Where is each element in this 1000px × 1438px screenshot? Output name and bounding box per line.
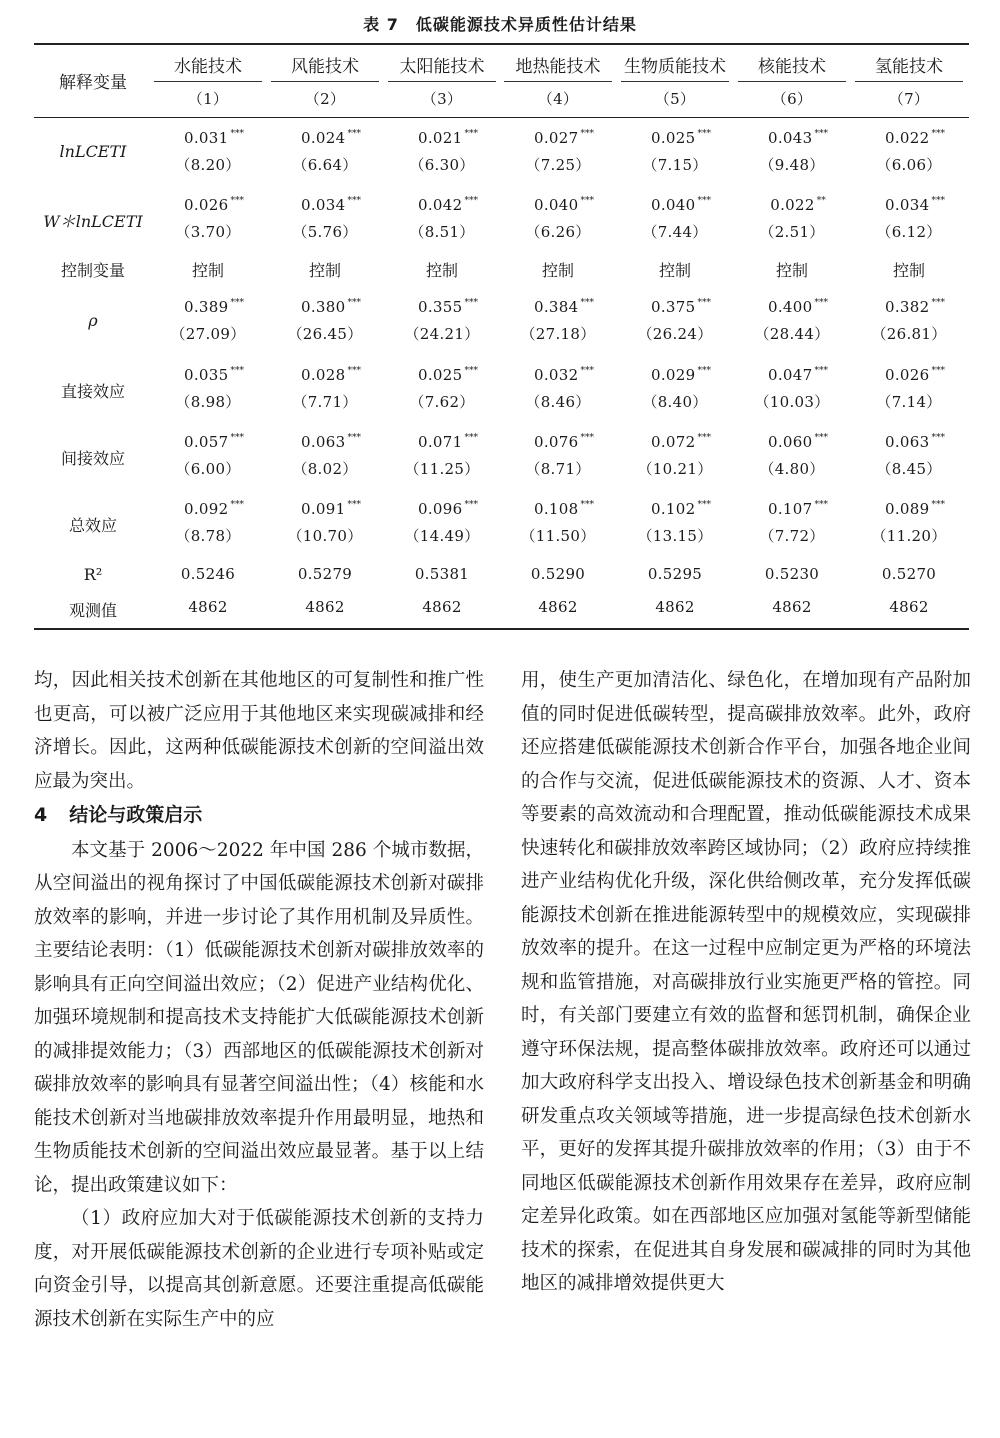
- significance-stars: ***: [347, 366, 361, 376]
- coefficient-value: 0.057: [184, 433, 229, 451]
- significance-stars: ***: [230, 366, 244, 376]
- coefficient-cell: [158, 129, 270, 147]
- table-header-rule: [34, 117, 969, 118]
- coefficient-value: 0.028: [301, 366, 346, 384]
- coefficient-cell: [392, 129, 504, 147]
- significance-stars: ***: [814, 298, 828, 308]
- t-statistic-cell: （3.70）: [175, 223, 241, 241]
- t-statistic-cell: （14.49）: [404, 527, 480, 545]
- table-cell: 控制: [658, 261, 691, 280]
- coefficient-value: 0.022: [885, 129, 930, 147]
- coefficient-value: 0.029: [651, 366, 696, 384]
- coefficient-cell: [392, 298, 504, 316]
- coefficient-value: 0.034: [301, 196, 346, 214]
- column-header: 生物质能技术: [624, 57, 726, 77]
- coefficient-value: 0.091: [301, 500, 346, 518]
- coefficient-value: 0.047: [768, 366, 813, 384]
- coefficient-cell: [742, 500, 854, 518]
- significance-stars: ***: [230, 196, 244, 206]
- significance-stars: ***: [814, 129, 828, 139]
- t-statistic-cell: （8.40）: [642, 393, 708, 411]
- coefficient-value: 0.063: [301, 433, 346, 451]
- t-statistic-cell: （6.00）: [175, 460, 241, 478]
- column-header-rule: [154, 81, 262, 82]
- t-statistic-cell: （7.72）: [759, 527, 825, 545]
- coefficient-cell: [625, 500, 737, 518]
- column-header: 地热能技术: [515, 57, 601, 77]
- significance-stars: ***: [931, 196, 945, 206]
- significance-stars: ***: [697, 433, 711, 443]
- coefficient-cell: [508, 129, 620, 147]
- significance-stars: ***: [580, 298, 594, 308]
- coefficient-value: 0.031: [184, 129, 229, 147]
- t-statistic-cell: （6.64）: [292, 156, 358, 174]
- variable-header: 解释变量: [59, 73, 127, 93]
- column-header: 太阳能技术: [399, 57, 485, 77]
- t-statistic-cell: （8.78）: [175, 527, 241, 545]
- table-bottom-rule: [34, 628, 969, 630]
- coefficient-cell: [392, 433, 504, 451]
- t-statistic-cell: （10.70）: [287, 527, 363, 545]
- column-header: 氢能技术: [875, 57, 943, 77]
- coefficient-cell: [275, 366, 387, 384]
- coefficient-value: 0.072: [651, 433, 696, 451]
- column-header: 水能技术: [174, 57, 242, 77]
- t-statistic-cell: （6.26）: [525, 223, 591, 241]
- column-header-rule: [855, 81, 963, 82]
- coefficient-value: 0.076: [534, 433, 579, 451]
- significance-stars: ***: [464, 433, 478, 443]
- t-statistic-cell: （8.45）: [876, 460, 942, 478]
- significance-stars: ***: [580, 500, 594, 510]
- coefficient-cell: [742, 129, 854, 147]
- coefficient-cell: [508, 298, 620, 316]
- t-statistic-cell: （4.80）: [759, 460, 825, 478]
- coefficient-value: 0.021: [418, 129, 463, 147]
- coefficient-value: 0.389: [184, 298, 229, 316]
- coefficient-value: 0.022: [770, 196, 815, 214]
- significance-stars: ***: [347, 500, 361, 510]
- left-paragraph-3: （1）政府应加大对于低碳能源技术创新的支持力度，对开展低碳能源技术创新的企业进行专项补贴或定向资金引导，以提高其创新意愿。还要注重提高低碳能源技术创新在实际生产中的应: [34, 1208, 484, 1330]
- table-cell: 控制: [308, 261, 341, 280]
- coefficient-cell: [742, 196, 854, 214]
- significance-stars: ***: [697, 500, 711, 510]
- row-label: 直接效应: [60, 382, 125, 401]
- t-statistic-cell: （11.50）: [520, 527, 596, 545]
- t-statistic-cell: （6.06）: [876, 156, 942, 174]
- coefficient-value: 0.382: [885, 298, 930, 316]
- table-cell: 4862: [538, 598, 578, 616]
- significance-stars: ***: [697, 129, 711, 139]
- coefficient-cell: [392, 196, 504, 214]
- t-statistic-cell: （13.15）: [637, 527, 713, 545]
- coefficient-value: 0.024: [301, 129, 346, 147]
- significance-stars: ***: [230, 129, 244, 139]
- significance-stars: ***: [814, 500, 828, 510]
- t-statistic-cell: （6.30）: [409, 156, 475, 174]
- section-number: 4: [34, 804, 48, 826]
- t-statistic-cell: （27.09）: [170, 325, 246, 343]
- t-statistic-cell: （7.44）: [642, 223, 708, 241]
- column-header: 风能技术: [291, 57, 359, 77]
- coefficient-value: 0.025: [651, 129, 696, 147]
- table-cell: 0.5295: [647, 565, 703, 583]
- table-cell: 4862: [422, 598, 462, 616]
- coefficient-cell: [625, 366, 737, 384]
- t-statistic-cell: （8.20）: [175, 156, 241, 174]
- t-statistic-cell: （8.46）: [525, 393, 591, 411]
- significance-stars: ***: [931, 433, 945, 443]
- significance-stars: ***: [931, 129, 945, 139]
- coefficient-value: 0.026: [184, 196, 229, 214]
- coefficient-cell: [625, 129, 737, 147]
- row-label: lnLCETI: [59, 142, 127, 161]
- coefficient-value: 0.102: [651, 500, 696, 518]
- t-statistic-cell: （11.25）: [404, 460, 480, 478]
- table-cell: 控制: [425, 261, 458, 280]
- significance-stars: ***: [464, 298, 478, 308]
- coefficient-cell: [859, 196, 971, 214]
- coefficient-value: 0.043: [768, 129, 813, 147]
- coefficient-value: 0.063: [885, 433, 930, 451]
- t-statistic-cell: （24.21）: [404, 325, 480, 343]
- t-statistic-cell: （7.62）: [409, 393, 475, 411]
- right-column: [521, 664, 971, 1301]
- coefficient-value: 0.040: [534, 196, 579, 214]
- significance-stars: ***: [814, 433, 828, 443]
- coefficient-cell: [275, 500, 387, 518]
- significance-stars: ***: [230, 298, 244, 308]
- coefficient-cell: [508, 196, 620, 214]
- table-top-rule: [34, 43, 969, 45]
- table-cell: 0.5246: [180, 565, 236, 583]
- coefficient-cell: [508, 366, 620, 384]
- table-cell: 4862: [655, 598, 695, 616]
- column-index: （3）: [421, 90, 463, 108]
- coefficient-value: 0.026: [885, 366, 930, 384]
- coefficient-value: 0.096: [418, 500, 463, 518]
- coefficient-value: 0.060: [768, 433, 813, 451]
- coefficient-value: 0.027: [534, 129, 579, 147]
- coefficient-cell: [742, 298, 854, 316]
- table-cell: 控制: [191, 261, 224, 280]
- coefficient-value: 0.384: [534, 298, 579, 316]
- coefficient-cell: [859, 298, 971, 316]
- coefficient-value: 0.034: [885, 196, 930, 214]
- t-statistic-cell: （28.44）: [754, 325, 830, 343]
- coefficient-value: 0.089: [885, 500, 930, 518]
- significance-stars: ***: [580, 196, 594, 206]
- significance-stars: ***: [347, 196, 361, 206]
- table-cell: 控制: [541, 261, 574, 280]
- t-statistic-cell: （9.48）: [759, 156, 825, 174]
- t-statistic-cell: （26.45）: [287, 325, 363, 343]
- coefficient-value: 0.355: [418, 298, 463, 316]
- t-statistic-cell: （7.71）: [292, 393, 358, 411]
- significance-stars: ***: [580, 366, 594, 376]
- table-cell: 4862: [772, 598, 812, 616]
- table-title: 表 7 低碳能源技术异质性估计结果: [363, 15, 637, 34]
- left-paragraph-2: 本文基于 2006～2022 年中国 286 个城市数据，从空间溢出的视角探讨了中国低碳能源技术创新对碳排放效率的影响，并进一步讨论了其作用机制及异质性。主要结论表明：（1）低碳能源技术创新对碳排放效率的影响具有正向空间溢出效应；（2）促进产业结构优化、加强环境规制和提高技术支持能扩大低碳能源技术创新的减排提效能力；（3）西部地区的低碳能源技术创新对碳排放效率的影响具有显著空间溢出性；（4）核能和水能技术创新对当地碳排放效率提升作用最明显，地热和生物质能技术创新的空间溢出效应最显著。基于以上结论，提出政策建议如下：: [34, 839, 484, 1196]
- significance-stars: ***: [697, 298, 711, 308]
- t-statistic-cell: （26.24）: [637, 325, 713, 343]
- coefficient-cell: [625, 196, 737, 214]
- coefficient-value: 0.380: [301, 298, 346, 316]
- coefficient-value: 0.108: [534, 500, 579, 518]
- significance-stars: ***: [347, 433, 361, 443]
- coefficient-value: 0.040: [651, 196, 696, 214]
- t-statistic-cell: （8.98）: [175, 393, 241, 411]
- t-statistic-cell: （6.12）: [876, 223, 942, 241]
- row-label: ρ: [88, 311, 98, 330]
- coefficient-value: 0.032: [534, 366, 579, 384]
- coefficient-cell: [859, 500, 971, 518]
- coefficient-value: 0.071: [418, 433, 463, 451]
- significance-stars: **: [816, 196, 826, 206]
- coefficient-cell: [275, 298, 387, 316]
- column-header: 核能技术: [758, 57, 826, 77]
- significance-stars: ***: [464, 196, 478, 206]
- coefficient-cell: [625, 298, 737, 316]
- coefficient-value: 0.375: [651, 298, 696, 316]
- significance-stars: ***: [464, 366, 478, 376]
- row-label: R²: [83, 565, 103, 584]
- t-statistic-cell: （2.51）: [759, 223, 825, 241]
- significance-stars: ***: [230, 433, 244, 443]
- significance-stars: ***: [931, 298, 945, 308]
- coefficient-cell: [742, 366, 854, 384]
- significance-stars: ***: [464, 500, 478, 510]
- column-index: （4）: [537, 90, 579, 108]
- row-label: W＊lnLCETI: [43, 212, 143, 231]
- coefficient-cell: [859, 129, 971, 147]
- table-cell: 4862: [188, 598, 228, 616]
- table-cell: 0.5381: [414, 565, 470, 583]
- column-header-rule: [738, 81, 846, 82]
- coefficient-cell: [859, 433, 971, 451]
- coefficient-cell: [275, 129, 387, 147]
- column-header-rule: [271, 81, 379, 82]
- coefficient-cell: [508, 500, 620, 518]
- coefficient-cell: [158, 196, 270, 214]
- column-header-rule: [388, 81, 496, 82]
- significance-stars: ***: [931, 366, 945, 376]
- coefficient-cell: [158, 500, 270, 518]
- significance-stars: ***: [347, 129, 361, 139]
- table-cell: 0.5279: [297, 565, 353, 583]
- table-cell: 0.5270: [881, 565, 937, 583]
- significance-stars: ***: [814, 366, 828, 376]
- t-statistic-cell: （8.51）: [409, 223, 475, 241]
- column-index: （5）: [654, 90, 696, 108]
- t-statistic-cell: （8.71）: [525, 460, 591, 478]
- column-index: （1）: [187, 90, 229, 108]
- coefficient-value: 0.025: [418, 366, 463, 384]
- coefficient-value: 0.042: [418, 196, 463, 214]
- table-cell: 0.5230: [764, 565, 820, 583]
- table-cell: 4862: [889, 598, 929, 616]
- t-statistic-cell: （11.20）: [871, 527, 947, 545]
- significance-stars: ***: [580, 129, 594, 139]
- t-statistic-cell: （26.81）: [871, 325, 947, 343]
- column-header-rule: [621, 81, 729, 82]
- table-cell: 控制: [892, 261, 925, 280]
- coefficient-value: 0.092: [184, 500, 229, 518]
- t-statistic-cell: （10.03）: [754, 393, 830, 411]
- table-cell: 控制: [775, 261, 808, 280]
- t-statistic-cell: （7.25）: [525, 156, 591, 174]
- t-statistic-cell: （7.14）: [876, 393, 942, 411]
- t-statistic-cell: （7.15）: [642, 156, 708, 174]
- section-title: 结论与政策启示: [69, 804, 203, 826]
- right-paragraph-1: 用，使生产更加清洁化、绿色化，在增加现有产品附加值的同时促进低碳转型，提高碳排放效率。此外，政府还应搭建低碳能源技术创新合作平台，加强各地企业间的合作与交流，促进低碳能源技术的资源、人才、资本等要素的高效流动和合理配置，推动低碳能源技术成果快速转化和碳排放效率跨区域协同；（2）政府应持续推进产业结构优化升级，深化供给侧改革，充分发挥低碳能源技术创新在推进能源转型中的规模效应，实现碳排放效率的提升。在这一过程中应制定更为严格的环境法规和监管措施，对高碳排放行业实施更严格的管控。同时，有关部门要建立有效的监督和惩罚机制，确保企业遵守环保法规，提高整体碳排放效率。政府还可以通过加大政府科学支出投入、增设绿色技术创新基金和明确研发重点攻关领域等措施，进一步提高绿色技术创新水平，更好的发挥其提升碳排放效率的作用；（3）由于不同地区低碳能源技术创新作用效果存在差异，政府应制定差异化政策。如在西部地区应加强对氢能等新型储能技术的探索，在促进其自身发展和碳减排的同时为其他地区的减排增效提供更大: [521, 670, 971, 1294]
- left-column: [34, 664, 484, 1336]
- row-label: 总效应: [68, 516, 117, 535]
- significance-stars: ***: [931, 500, 945, 510]
- row-label: 控制变量: [60, 261, 125, 280]
- coefficient-cell: [158, 298, 270, 316]
- column-index: （7）: [888, 90, 930, 108]
- coefficient-value: 0.107: [768, 500, 813, 518]
- significance-stars: ***: [697, 196, 711, 206]
- coefficient-cell: [625, 433, 737, 451]
- significance-stars: ***: [697, 366, 711, 376]
- row-label: 观测值: [68, 601, 117, 620]
- significance-stars: ***: [464, 129, 478, 139]
- column-header-rule: [504, 81, 612, 82]
- table-cell: 0.5290: [530, 565, 586, 583]
- section-heading: [34, 799, 484, 833]
- t-statistic-cell: （27.18）: [520, 325, 596, 343]
- coefficient-cell: [158, 433, 270, 451]
- coefficient-value: 0.035: [184, 366, 229, 384]
- coefficient-cell: [392, 500, 504, 518]
- significance-stars: ***: [347, 298, 361, 308]
- coefficient-cell: [275, 433, 387, 451]
- column-index: （6）: [771, 90, 813, 108]
- coefficient-cell: [859, 366, 971, 384]
- coefficient-value: 0.400: [768, 298, 813, 316]
- coefficient-cell: [392, 366, 504, 384]
- table-cell: 4862: [305, 598, 345, 616]
- t-statistic-cell: （8.02）: [292, 460, 358, 478]
- coefficient-cell: [742, 433, 854, 451]
- left-paragraph-1: 均，因此相关技术创新在其他地区的可复制性和推广性也更高，可以被广泛应用于其他地区来实现碳减排和经济增长。因此，这两种低碳能源技术创新的空间溢出效应最为突出。: [34, 670, 484, 792]
- coefficient-cell: [275, 196, 387, 214]
- significance-stars: ***: [580, 433, 594, 443]
- significance-stars: ***: [230, 500, 244, 510]
- column-index: （2）: [304, 90, 346, 108]
- t-statistic-cell: （10.21）: [637, 460, 713, 478]
- coefficient-cell: [508, 433, 620, 451]
- t-statistic-cell: （5.76）: [292, 223, 358, 241]
- coefficient-cell: [158, 366, 270, 384]
- row-label: 间接效应: [60, 449, 125, 468]
